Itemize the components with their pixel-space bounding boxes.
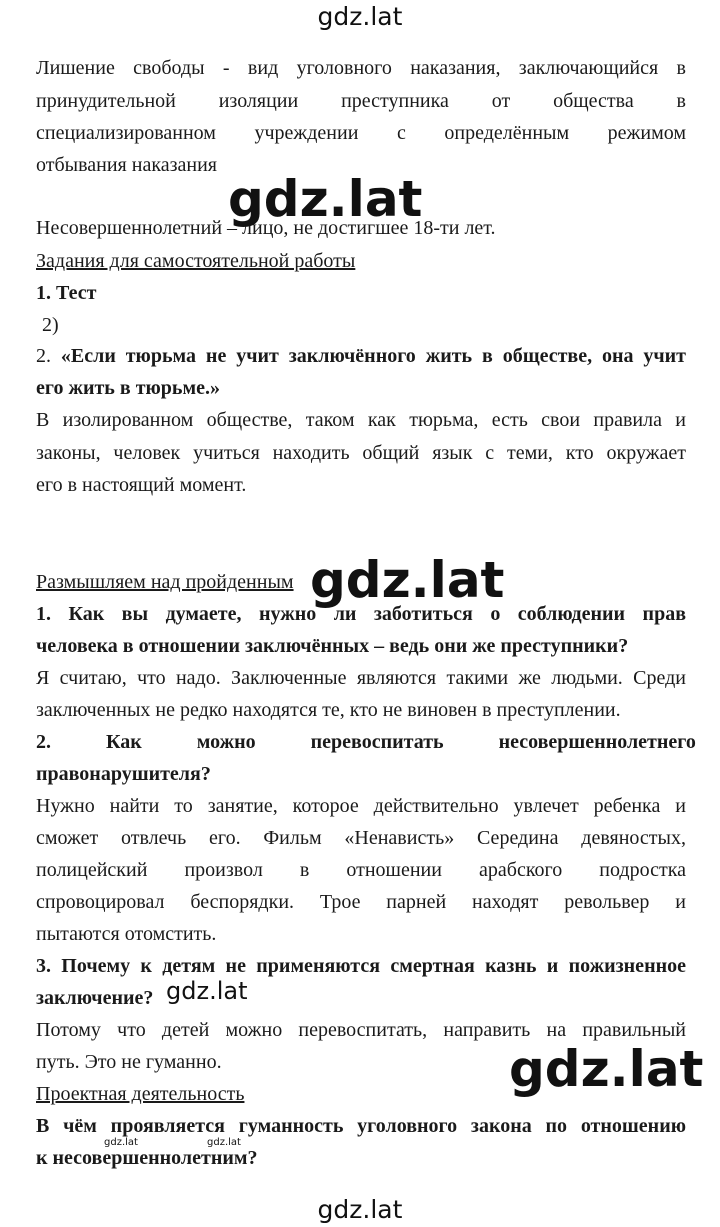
watermark-medium: gdz.lat xyxy=(166,977,248,1005)
reflect-question-line: человека в отношении заключённых – ведь они же преступники? xyxy=(36,635,629,657)
reflect-question-line: правонарушителя? xyxy=(36,763,211,785)
watermark-large: gdz.lat xyxy=(509,1040,704,1098)
test-heading: 1. Тест xyxy=(36,282,97,304)
answer-line: В изолированном обществе, таком как тюрьма, есть свои правила и xyxy=(36,409,686,431)
definition-line: принудительной изоляции преступника от общества в xyxy=(36,90,686,112)
reflect-answer-line: сможет отвлечь его. Фильм «Ненависть» Середина девяностых, xyxy=(36,827,686,849)
definition-line: отбывания наказания xyxy=(36,154,218,176)
watermark-bottom: gdz.lat xyxy=(317,1195,403,1224)
project-question-line: В чём проявляется гуманность уголовного закона по отношению xyxy=(36,1115,686,1137)
reflect-answer-line: пытаются отомстить. xyxy=(36,923,217,945)
test-answer: 2) xyxy=(42,314,59,336)
quote-question-line: его жить в тюрьме.» xyxy=(36,377,220,399)
watermark-large: gdz.lat xyxy=(310,551,505,609)
watermark-top: gdz.lat xyxy=(317,2,403,31)
quote-number: 2. xyxy=(36,345,51,367)
reflect-answer-line: путь. Это не гуманно. xyxy=(36,1051,222,1073)
section-heading-project: Проектная деятельность xyxy=(36,1083,245,1105)
quote-question-line xyxy=(36,340,686,372)
reflect-question-line: заключение? xyxy=(36,987,154,1009)
minor-definition: Несовершеннолетний – лицо, не достигшее 18-ти лет. xyxy=(36,217,496,239)
reflect-question-line: 1. Как вы думаете, нужно ли заботиться о соблюдении прав xyxy=(36,603,686,625)
reflect-answer-line: Я считаю, что надо. Заключенные являются такими же людьми. Среди xyxy=(36,667,686,689)
section-heading-reflect: Размышляем над пройденным xyxy=(36,571,294,593)
watermark-large: gdz.lat xyxy=(228,170,423,228)
reflect-answer-line: Нужно найти то занятие, которое действительно увлечет ребенка и xyxy=(36,795,686,817)
definition-line: специализированном учреждении с определённым режимом xyxy=(36,122,686,144)
quote-text: «Если тюрьма не учит заключённого жить в обществе, она учит xyxy=(60,345,686,367)
reflect-answer-line: полицейский произвол в отношении арабского подростка xyxy=(36,859,686,881)
answer-line: его в настоящий момент. xyxy=(36,474,247,496)
watermark-small: gdz.lat xyxy=(207,1137,241,1148)
answer-line: законы, человек учиться находить общий язык с теми, кто окружает xyxy=(36,442,686,464)
section-heading-tasks: Задания для самостоятельной работы xyxy=(36,250,356,272)
reflect-question-line: 3. Почему к детям не применяются смертная казнь и пожизненное xyxy=(36,955,686,977)
watermark-small: gdz.lat xyxy=(104,1137,138,1148)
definition-line: Лишение свободы - вид уголовного наказания, заключающийся в xyxy=(36,57,686,79)
project-question-line: к несовершеннолетним? xyxy=(36,1147,258,1169)
reflect-answer-line: заключенных не редко находятся те, кто не виновен в преступлении. xyxy=(36,699,621,721)
reflect-answer-line: Потому что детей можно перевоспитать, направить на правильный xyxy=(36,1019,686,1041)
reflect-question-line: 2. Как можно перевоспитать несовершеннолетнего xyxy=(36,731,696,753)
reflect-answer-line: спровоцировал беспорядки. Трое парней находят револьвер и xyxy=(36,891,686,913)
